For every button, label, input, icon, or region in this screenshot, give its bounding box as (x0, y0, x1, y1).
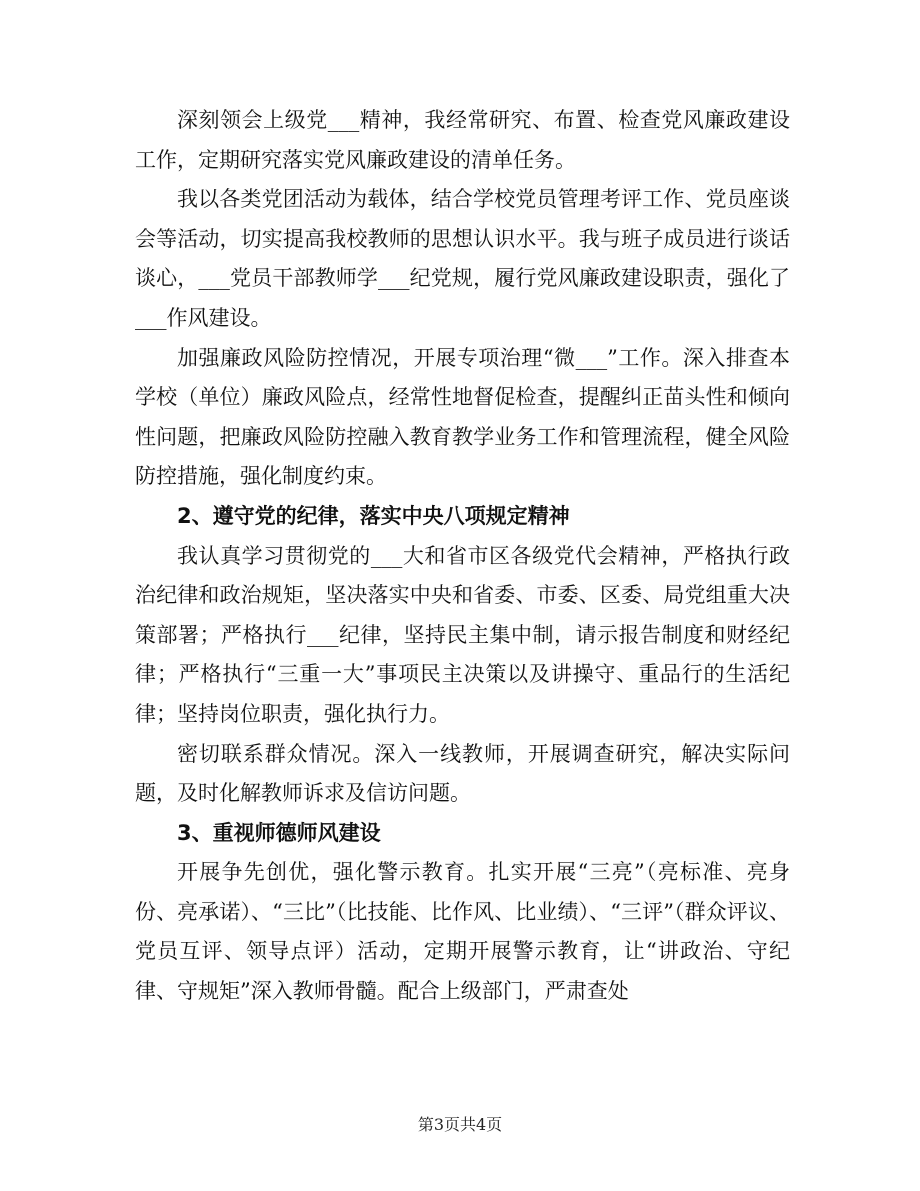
paragraph-4: 我认真学习贯彻党的___大和省市区各级党代会精神，严格执行政治纪律和政治规矩，坚决落实中央和省委、市委、区委、局党组重大决策部署；严格执行___纪律，坚持民主集中制，请示报告制度和财经纪律；严格执行“三重一大”事项民主决策以及讲操守、重品行的生活纪律；坚持岗位职责，强化执行力。 (135, 543, 790, 726)
section-heading-3: 3、重视师德师风建设 (177, 820, 381, 845)
paragraph-6: 开展争先创优，强化警示教育。扎实开展“三亮”（亮标准、亮身份、亮承诺）、“三比”（比技能、比作风、比业绩）、“三评”（群众评议、党员互评、领导点评）活动，定期开展警示教育，让“讲政治、守纪律、守规矩”深入教师骨髓。配合上级部门，严肃查处 (135, 860, 790, 1004)
section-heading-2: 2、遵守党的纪律，落实中央八项规定精神 (177, 503, 570, 528)
paragraph-2: 我以各类党团活动为载体，结合学校党员管理考评工作、党员座谈会等活动，切实提高我校教师的思想认识水平。我与班子成员进行谈话谈心，___党员干部教师学___纪党规，履行党风廉政建设职责，强化了___作风建设。 (135, 187, 790, 330)
paragraph-5: 密切联系群众情况。深入一线教师，开展调查研究，解决实际问题，及时化解教师诉求及信访问题。 (135, 741, 790, 806)
document-body (135, 101, 790, 1012)
paragraph-3: 加强廉政风险防控情况，开展专项治理“微___”工作。深入排查本学校（单位）廉政风险点，经常性地督促检查，提醒纠正苗头性和倾向性问题，把廉政风险防控融入教育教学业务工作和管理流程，健全风险防控措施，强化制度约束。 (135, 345, 790, 489)
page-number: 第3页共4页 (417, 1115, 503, 1134)
paragraph-1: 深刻领会上级党___精神，我经常研究、布置、检查党风廉政建设工作，定期研究落实党风廉政建设的清单任务。 (135, 108, 790, 172)
